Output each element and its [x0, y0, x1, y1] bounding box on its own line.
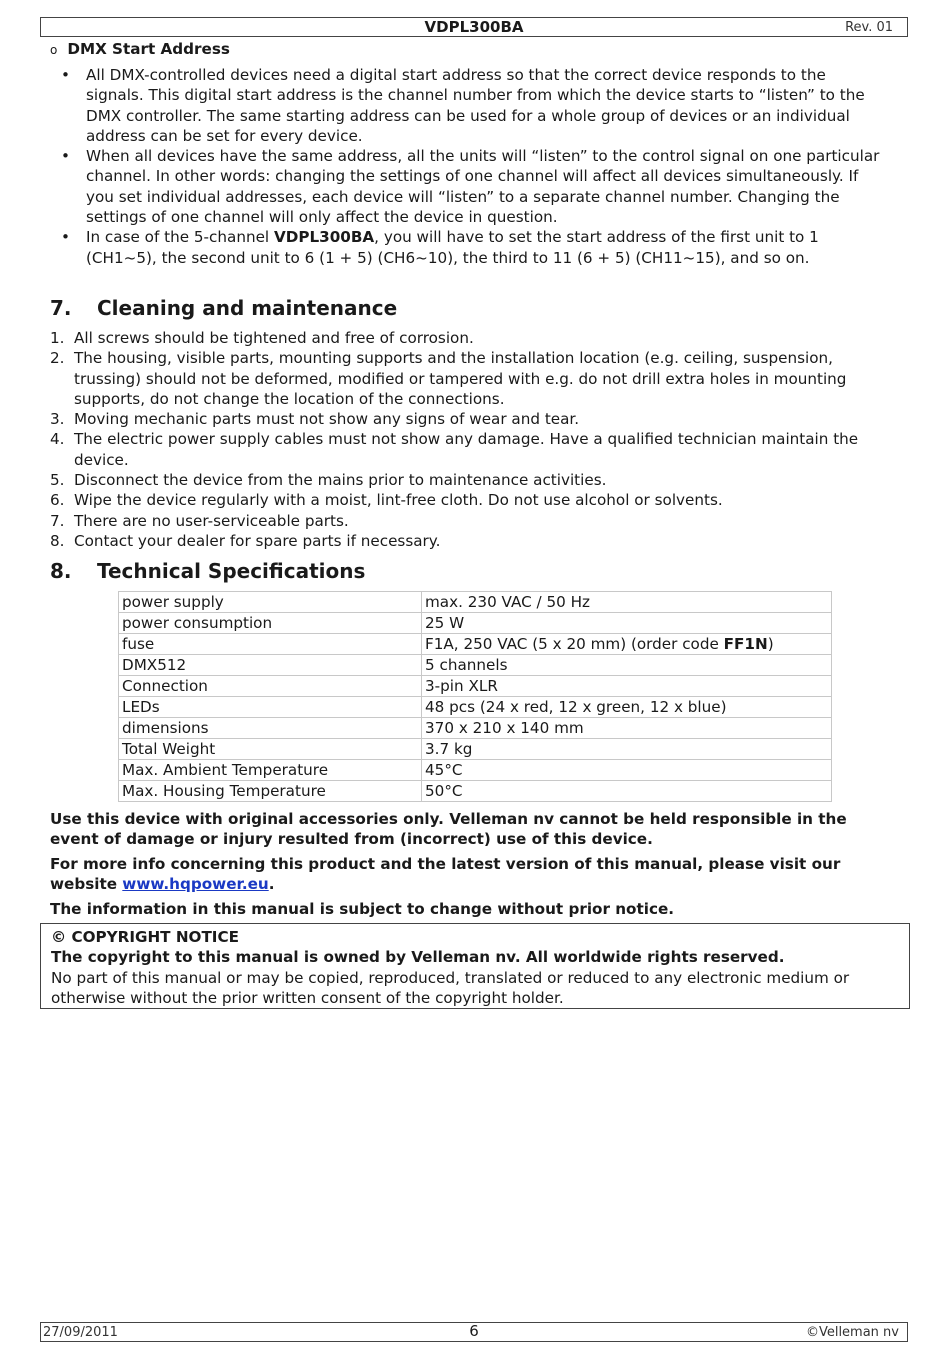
- item-number: 2.: [50, 349, 65, 368]
- spec-value: 25 W: [422, 613, 832, 634]
- page-number: 6: [469, 1322, 479, 1340]
- copyright-box: [40, 923, 910, 1009]
- spec-value: max. 230 VAC / 50 Hz: [422, 592, 832, 613]
- copyright-text: No part of this manual or may be copied, reproduced, translated or reduced to any electronic medium or otherwise without the prior written consent of the copyright holder.: [51, 968, 850, 1007]
- item-text: There are no user-serviceable parts.: [74, 511, 349, 530]
- website-notice: [50, 854, 895, 895]
- spec-value-text: F1A, 250 VAC (5 x 20 mm) (order code: [425, 634, 724, 653]
- order-code: FF1N: [723, 634, 768, 653]
- website-notice-text: For more info concerning this product and the latest version of this manual, please visit our website: [50, 855, 841, 894]
- item-text: Disconnect the device from the mains prior to maintenance activities.: [74, 471, 607, 490]
- list-item: [50, 348, 890, 409]
- spec-key: dimensions: [119, 718, 422, 739]
- item-number: 1.: [50, 329, 65, 347]
- spec-value: [422, 634, 832, 655]
- section-number: 7.: [50, 296, 72, 320]
- list-item: [58, 146, 888, 227]
- item-text: Contact your dealer for spare parts if necessary.: [74, 531, 441, 550]
- item-number: 7.: [50, 511, 65, 530]
- spec-key: Total Weight: [119, 739, 422, 760]
- list-item: [50, 511, 890, 531]
- item-text: Moving mechanic parts must not show any signs of wear and tear.: [74, 410, 580, 429]
- revision-label: Rev. 01: [845, 20, 893, 35]
- list-item: [50, 429, 890, 470]
- table-row: [119, 718, 832, 739]
- item-text: The housing, visible parts, mounting supports and the installation location (e.g. ceiling, suspension, trussing) should not be deformed, modified or tampered with e.g. do not drill extra holes in mounting supports, do not change the location of the connections.: [74, 349, 847, 408]
- table-row: [119, 697, 832, 718]
- list-item: [58, 227, 888, 268]
- spec-key: fuse: [119, 634, 422, 655]
- item-number: 4.: [50, 430, 65, 449]
- page-header: [40, 17, 908, 37]
- bullet-text: When all devices have the same address, all the units will “listen” to the control signal on one particular channel. In other words: changing the settings of one channel will affect all devices simultaneously. If you set individual addresses, each device will “listen” to a separate channel number. Changing the settings of one channel will only affect the device in question.: [86, 147, 880, 227]
- spec-key: power supply: [119, 592, 422, 613]
- table-row: [119, 760, 832, 781]
- table-row: [119, 592, 832, 613]
- spec-key: power consumption: [119, 613, 422, 634]
- list-item: [50, 409, 890, 429]
- copyright-title: © COPYRIGHT NOTICE: [51, 928, 239, 946]
- item-number: 6.: [50, 491, 65, 510]
- list-item: [50, 328, 890, 348]
- table-row: [119, 613, 832, 634]
- website-notice-end: .: [268, 875, 275, 894]
- bullet-text-post: , you will have to set the start address of the first unit to 1 (CH1~5), the second unit to 6 (1 + 5) (CH6~10), the third to 11 (6 + 5) (CH11~15), and so on.: [86, 228, 819, 267]
- section-number: 8.: [50, 559, 72, 583]
- dmx-heading-text: DMX Start Address: [67, 40, 230, 58]
- section-heading-cleaning: [50, 296, 397, 320]
- bullet-icon: •: [61, 66, 70, 84]
- accessories-notice: Use this device with original accessories only. Velleman nv cannot be held responsible in the event of damage or injury resulted from (incorrect) use of this device.: [50, 810, 847, 849]
- item-number: 5.: [50, 471, 65, 490]
- spec-key: LEDs: [119, 697, 422, 718]
- spec-value-close: ): [767, 634, 774, 653]
- copyright-owner: The copyright to this manual is owned by Velleman nv. All worldwide rights reserved.: [51, 948, 785, 967]
- item-text: The electric power supply cables must not show any damage. Have a qualified technician maintain the device.: [74, 430, 859, 469]
- section-title: Technical Specifications: [97, 559, 366, 583]
- spec-value: 45°C: [422, 760, 832, 781]
- table-row: [119, 781, 832, 802]
- spec-value: 48 pcs (24 x red, 12 x green, 12 x blue): [422, 697, 832, 718]
- dmx-bullet-list: [58, 65, 888, 268]
- item-number: 3.: [50, 410, 65, 429]
- list-item: [58, 65, 888, 146]
- model-name: VDPL300BA: [273, 228, 375, 247]
- website-link[interactable]: www.hqpower.eu: [122, 875, 269, 894]
- table-row: [119, 655, 832, 676]
- circle-bullet-icon: o: [50, 43, 58, 57]
- bullet-text: All DMX-controlled devices need a digital start address so that the correct device responds to the signals. This digital start address is the channel number from which the device starts to “listen” to the DMX controller. The same starting address can be used for a whole group of devices or an individual address can be set for every device.: [86, 66, 865, 145]
- item-text: All screws should be tightened and free of corrosion.: [74, 329, 474, 347]
- spec-key: Connection: [119, 676, 422, 697]
- dmx-heading: [50, 39, 230, 60]
- spec-value: 3.7 kg: [422, 739, 832, 760]
- spec-key: Max. Ambient Temperature: [119, 760, 422, 781]
- table-row: [119, 676, 832, 697]
- list-item: [50, 470, 890, 490]
- spec-value: 370 x 210 x 140 mm: [422, 718, 832, 739]
- list-item: [50, 531, 890, 551]
- section-heading-specs: [50, 559, 365, 583]
- table-row: [119, 739, 832, 760]
- spec-key: DMX512: [119, 655, 422, 676]
- page-footer: [40, 1322, 908, 1342]
- spec-value: 50°C: [422, 781, 832, 802]
- table-row: [119, 634, 832, 655]
- item-text: Wipe the device regularly with a moist, lint-free cloth. Do not use alcohol or solvents.: [74, 491, 723, 510]
- spec-key: Max. Housing Temperature: [119, 781, 422, 802]
- cleaning-list: [50, 328, 890, 551]
- change-notice: The information in this manual is subject to change without prior notice.: [50, 900, 675, 918]
- footer-copyright: ©Velleman nv: [805, 1325, 899, 1340]
- bullet-icon: •: [61, 228, 70, 247]
- footer-date: 27/09/2011: [43, 1325, 118, 1340]
- list-item: [50, 490, 890, 510]
- section-title: Cleaning and maintenance: [97, 296, 398, 320]
- spec-value: 3-pin XLR: [422, 676, 832, 697]
- model-title: VDPL300BA: [424, 18, 524, 36]
- item-number: 8.: [50, 531, 65, 550]
- bullet-icon: •: [61, 147, 70, 166]
- spec-value: 5 channels: [422, 655, 832, 676]
- spec-table: [118, 591, 832, 802]
- bullet-text-pre: In case of the 5-channel: [86, 228, 274, 247]
